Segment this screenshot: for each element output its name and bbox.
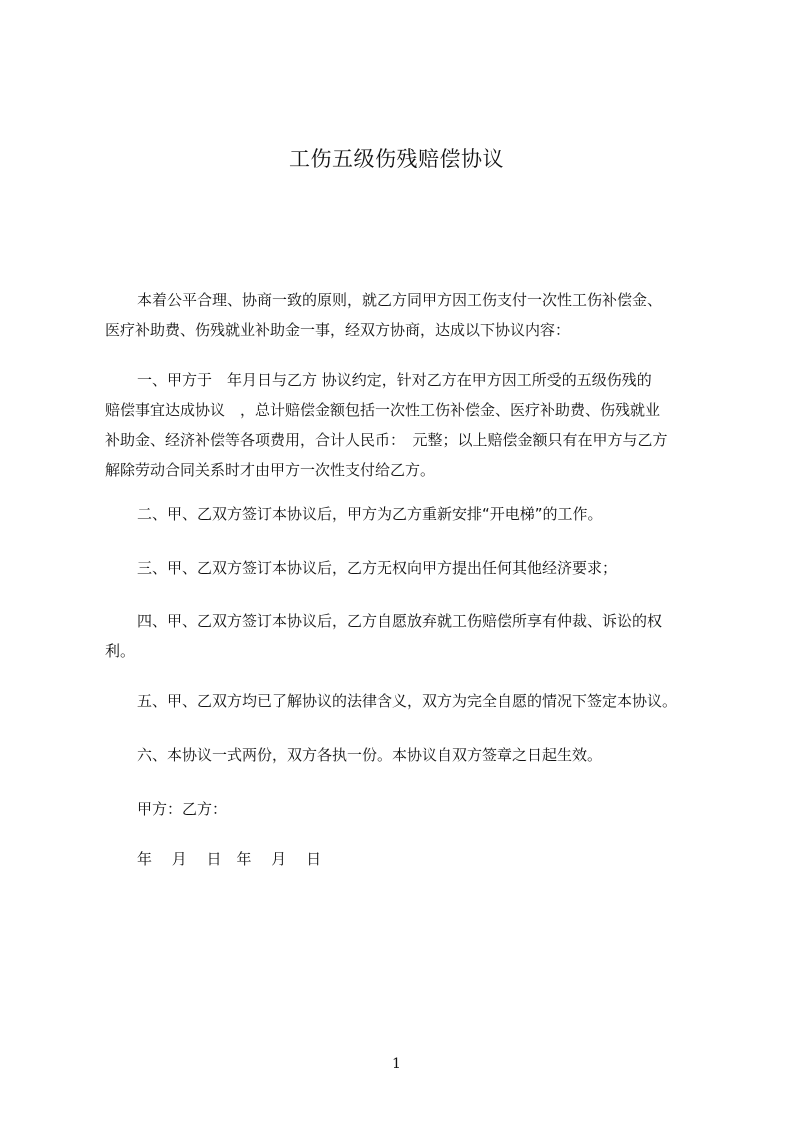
clause-4-line: 利。 [105, 642, 136, 660]
clause-1-line: 赔偿事宜达成协议 ，总计赔偿金额包括一次性工伤补偿金、医疗补助费、伤残就业 [105, 401, 661, 419]
clause-3: 三、甲、乙双方签订本协议后，乙方无权向甲方提出任何其他经济要求； [137, 559, 618, 577]
clause-1-line: 解除劳动合同关系时才由甲方一次性支付给乙方。 [105, 461, 436, 479]
signature-parties: 甲方：乙方： [137, 800, 228, 818]
clause-1-line: 补助金、经济补偿等各项费用，合计人民币： 元整；以上赔偿金额只有在甲方与乙方 [105, 431, 668, 449]
clause-6: 六、本协议一式两份，双方各执一份。本协议自双方签章之日起生效。 [137, 746, 603, 764]
signature-dates: 年 月 日 年 月 日 [137, 850, 322, 868]
intro-line: 医疗补助费、伤残就业补助金一事，经双方协商，达成以下协议内容： [105, 321, 571, 339]
page-number: 1 [392, 1056, 401, 1072]
clause-4 [105, 606, 705, 666]
clause-4-line: 四、甲、乙双方签订本协议后，乙方自愿放弃就工伤赔偿所享有仲裁、诉讼的权 [137, 612, 663, 630]
intro-paragraph [105, 285, 705, 345]
clause-1-line: 一、甲方于 年月日与乙方 协议约定，针对乙方在甲方因工所受的五级伤残的 [137, 371, 652, 389]
clause-2: 二、甲、乙双方签订本协议后，甲方为乙方重新安排“开电梯”的工作。 [137, 505, 603, 523]
document-title: 工伤五级伤残赔偿协议 [289, 147, 504, 171]
intro-line: 本着公平合理、协商一致的原则，就乙方同甲方因工伤支付一次性工伤补偿金、 [137, 291, 663, 309]
clause-1 [105, 365, 705, 485]
clause-5: 五、甲、乙双方均已了解协议的法律含义，双方为完全自愿的情况下签定本协议。 [137, 692, 678, 710]
